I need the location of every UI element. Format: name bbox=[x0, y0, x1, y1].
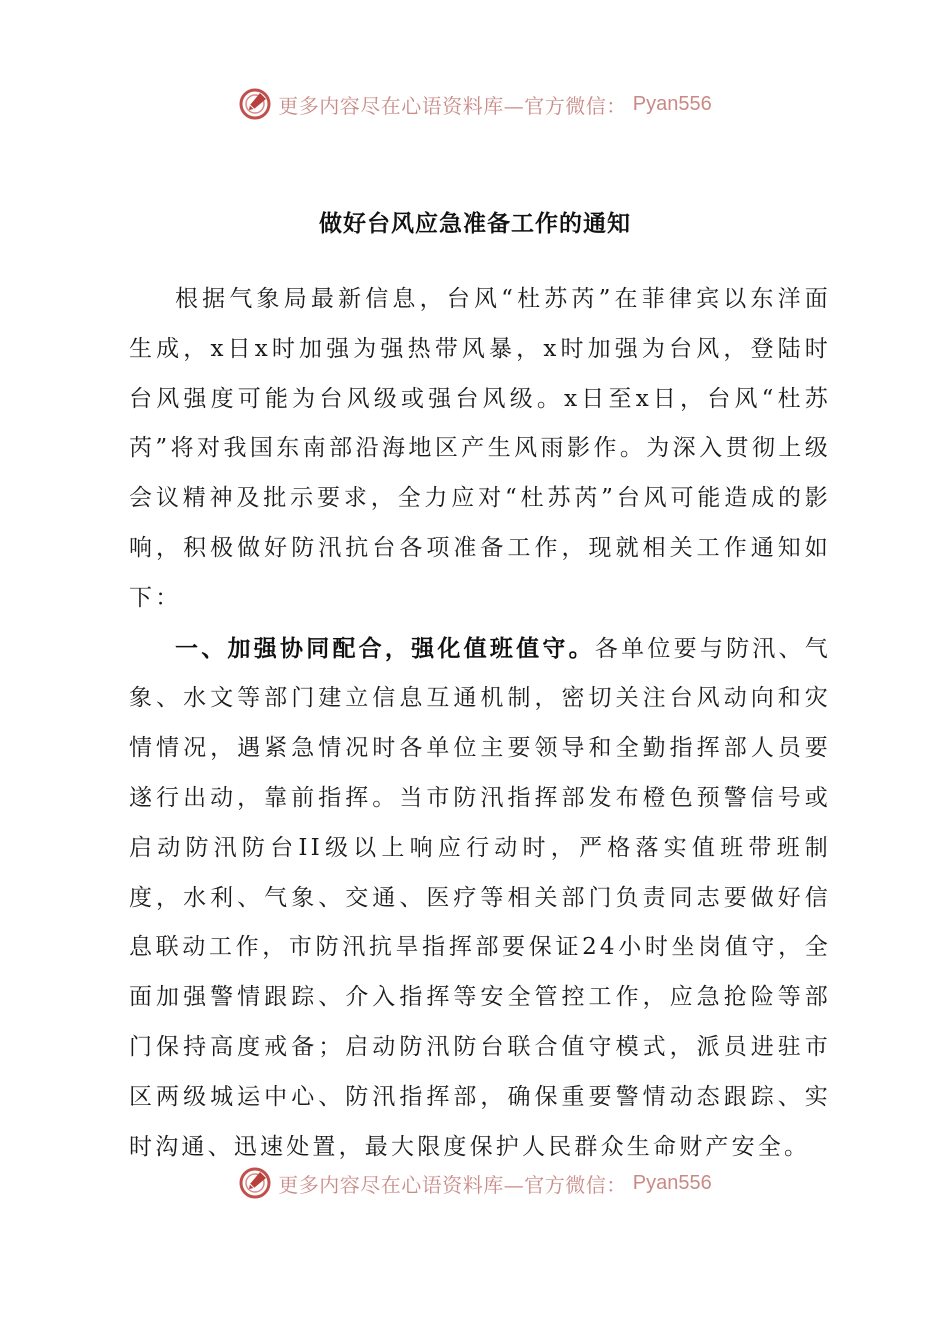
pen-nib-logo-icon bbox=[238, 87, 272, 121]
document-body bbox=[129, 275, 831, 1172]
paragraph-intro bbox=[129, 275, 831, 624]
watermark-text: 更多内容尽在心语资料库—官方微信： bbox=[278, 1172, 627, 1197]
watermark-banner-top bbox=[0, 84, 950, 124]
document-title: 做好台风应急准备工作的通知 bbox=[319, 210, 631, 237]
pen-nib-logo-icon bbox=[238, 1166, 272, 1200]
watermark-text: 更多内容尽在心语资料库—官方微信： bbox=[278, 93, 627, 118]
watermark-banner-bottom bbox=[0, 1163, 950, 1203]
watermark-wechat-id: Pyan556 bbox=[632, 92, 712, 115]
paragraph-intro-text: 根据气象局最新信息，台风“杜苏芮”在菲律宾以东洋面生成，x日x时加强为强热带风暴，x时加强为台风，登陆时台风强度可能为台风级或强台风级。x日至x日，台风“杜苏芮”将对我国东南部沿海地区产生风雨影作。为深入贯彻上级会议精神及批示要求，全力应对“杜苏芮”台风可能造成的影响，积极做好防汛抗台各项准备工作，现就相关工作通知如下： bbox=[129, 286, 831, 611]
section-1-heading: 一、加强协同配合，强化值班值守。 bbox=[175, 634, 595, 662]
paragraph-section-1 bbox=[129, 624, 831, 1173]
section-1-text: 各单位要与防汛、气象、水文等部门建立信息互通机制，密切关注台风动向和灾情情况，遇紧急情况时各单位主要领导和全勤指挥部人员要遂行出动，靠前指挥。当市防汛指挥部发布橙色预警信号或启动防汛防台II级以上响应行动时，严格落实值班带班制度，水利、气象、交通、医疗等相关部门负责同志要做好信息联动工作，市防汛抗旱指挥部要保证24小时坐岗值守，全面加强警情跟踪、介入指挥等安全管控工作，应急抢险等部门保持高度戒备；启动防汛防台联合值守模式，派员进驻市区两级城运中心、防汛指挥部，确保重要警情动态跟踪、实时沟通、迅速处置，最大限度保护人民群众生命财产安全。 bbox=[129, 635, 831, 1160]
watermark-wechat-id: Pyan556 bbox=[632, 1171, 712, 1194]
